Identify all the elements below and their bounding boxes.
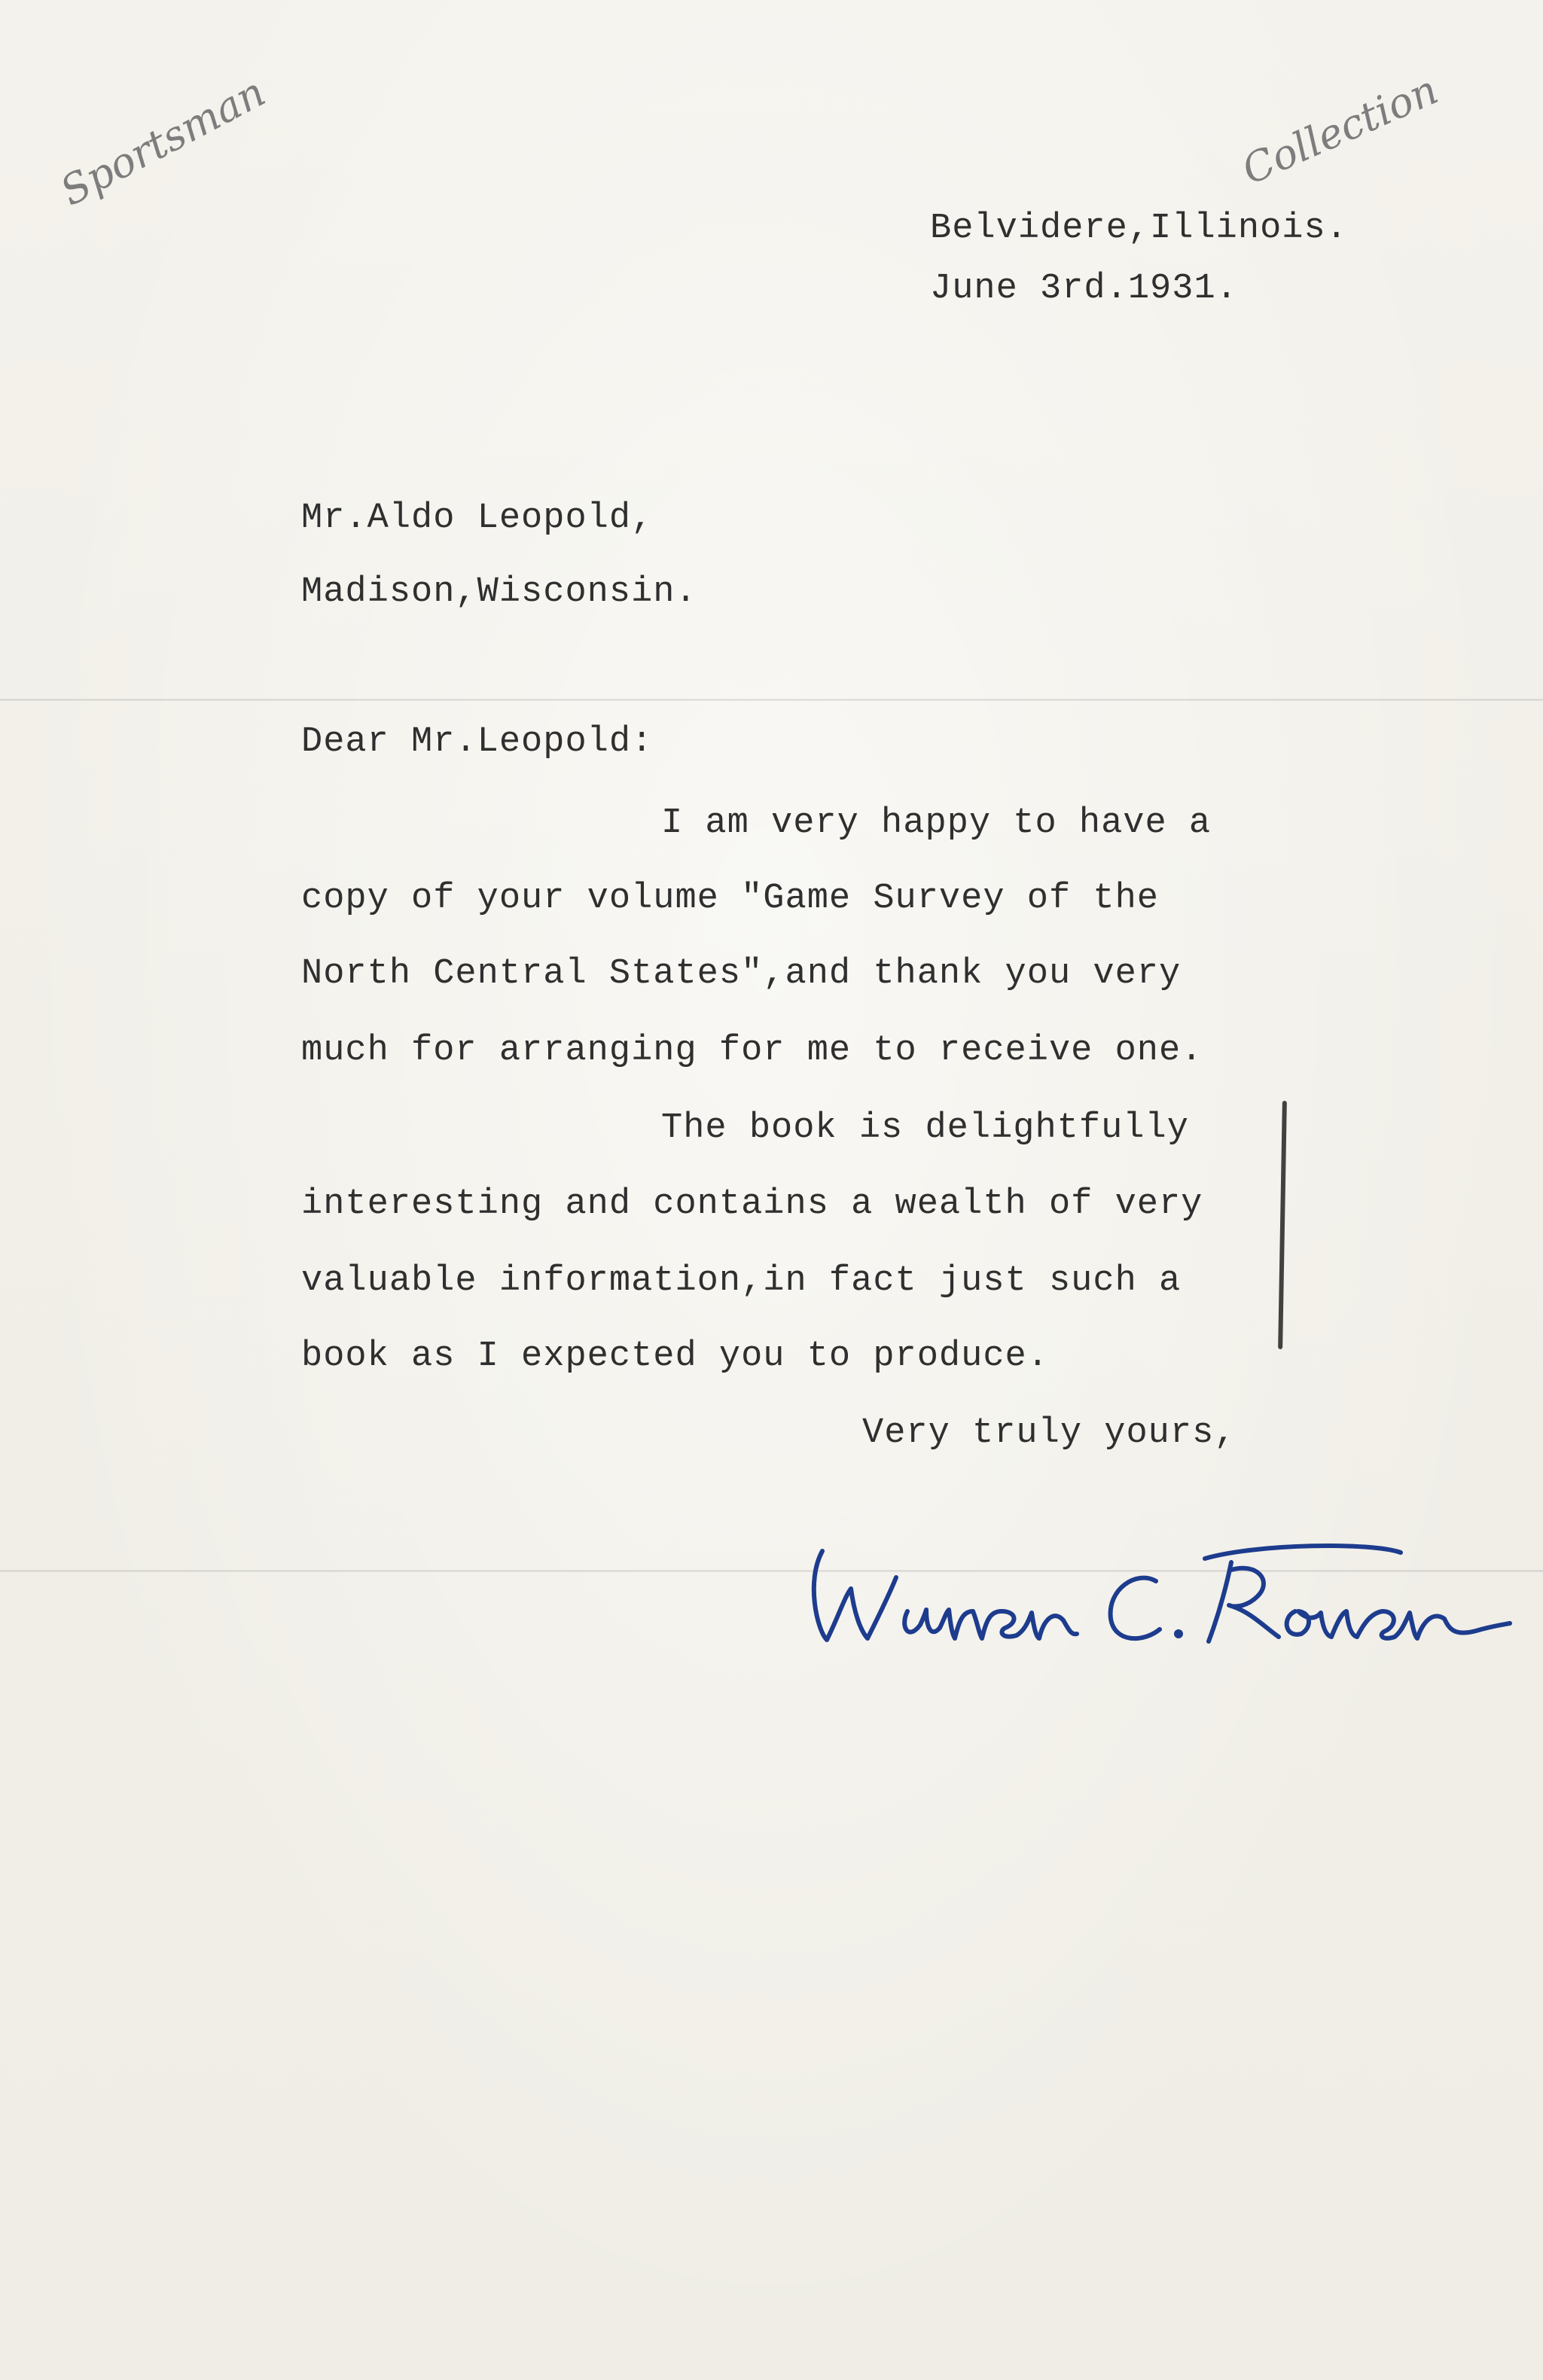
body-line: I am very happy to have a	[661, 803, 1212, 843]
pencil-annotation-sportsman: Sportsman	[53, 68, 273, 215]
body-line: book as I expected you to produce.	[301, 1336, 1049, 1376]
salutation: Dear Mr.Leopold:	[301, 722, 654, 762]
body-line: copy of your volume "Game Survey of the	[301, 879, 1159, 919]
handwritten-signature	[776, 1498, 1521, 1671]
pencil-annotation-collection: Collection	[1235, 66, 1445, 194]
letter-date: June 3rd.1931.	[930, 269, 1238, 309]
margin-vertical-mark	[1278, 1101, 1287, 1349]
recipient-name: Mr.Aldo Leopold,	[301, 498, 654, 538]
body-line: The book is delightfully	[661, 1108, 1189, 1148]
closing: Very truly yours,	[862, 1413, 1237, 1453]
recipient-address: Madison,Wisconsin.	[301, 572, 697, 612]
letter-place: Belvidere,Illinois.	[930, 209, 1348, 248]
body-line: much for arranging for me to receive one.	[301, 1031, 1203, 1071]
body-line: valuable information,in fact just such a	[301, 1261, 1182, 1301]
paper-fold-line	[0, 699, 1543, 701]
body-line: interesting and contains a wealth of very	[301, 1184, 1203, 1224]
body-line: North Central States",and thank you very	[301, 954, 1182, 994]
